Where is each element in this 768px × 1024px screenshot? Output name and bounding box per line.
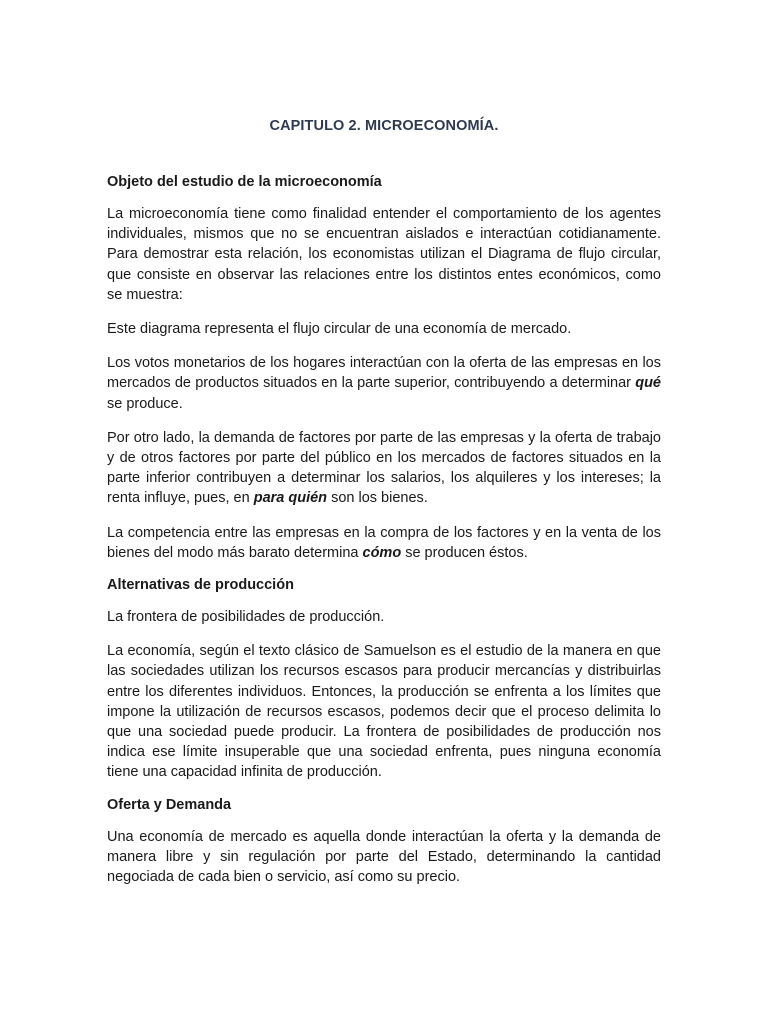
emphasis-text: para quién xyxy=(253,490,328,507)
emphasis-text: cómo xyxy=(362,544,402,561)
paragraph xyxy=(107,428,661,509)
paragraph-text: se producen éstos. xyxy=(401,544,528,561)
paragraph: La frontera de posibilidades de producción. xyxy=(107,609,385,626)
section-heading-oferta-demanda: Oferta y Demanda xyxy=(107,796,232,813)
paragraph: Este diagrama representa el flujo circular de una economía de mercado. xyxy=(107,321,572,338)
paragraph-text: Los votos monetarios de los hogares interactúan con la oferta de las empresas en los mercados de productos situados en la parte superior, contribuyendo a determinar xyxy=(107,355,661,392)
paragraph: Una economía de mercado es aquella donde interactúan la oferta y la demanda de manera libre y sin regulación por parte del Estado, determinando la cantidad negociada de cada bien o servicio, así como su precio. xyxy=(107,828,661,886)
paragraph xyxy=(107,523,661,563)
section-heading-alternativas: Alternativas de producción xyxy=(107,577,294,594)
paragraph-text: La competencia entre las empresas en la compra de los factores y en la venta de los bienes del modo más barato determina xyxy=(107,524,661,561)
paragraph: La microeconomía tiene como finalidad entender el comportamiento de los agentes individuales, mismos que no se encuentran aislados e interactúan cotidianamente. Para demostrar esta relación, los economistas utilizan el Diagrama de flujo circular, que consiste en observar las relaciones entre los distintos entes económicos, como se muestra: xyxy=(107,206,661,303)
paragraph xyxy=(107,353,661,414)
chapter-title: CAPITULO 2. MICROECONOMÍA. xyxy=(269,118,499,134)
emphasis-text: qué xyxy=(635,375,661,392)
paragraph-text: se produce. xyxy=(107,395,183,412)
section-heading-objeto: Objeto del estudio de la microeconomía xyxy=(107,174,382,190)
paragraph-text: Por otro lado, la demanda de factores por parte de las empresas y la oferta de trabajo y de otros factores por parte del público en los mercados de factores situados en la parte inferior contribuyen a determinar los salarios, los alquileres y los intereses; la renta influye, pues, en xyxy=(107,429,661,507)
paragraph-text: son los bienes. xyxy=(327,490,428,507)
paragraph: La economía, según el texto clásico de Samuelson es el estudio de la manera en que las sociedades utilizan los recursos escasos para producir mercancías y distribuirlas entre los diferentes individuos. Entonces, la producción se enfrenta a los límites que impone la utilización de recursos escasos, podemos decir que el proceso delimita lo que una sociedad puede producir. La frontera de posibilidades de producción nos indica ese límite insuperable que una sociedad enfrenta, pues ninguna economía tiene una capacidad infinita de producción. xyxy=(107,643,661,781)
